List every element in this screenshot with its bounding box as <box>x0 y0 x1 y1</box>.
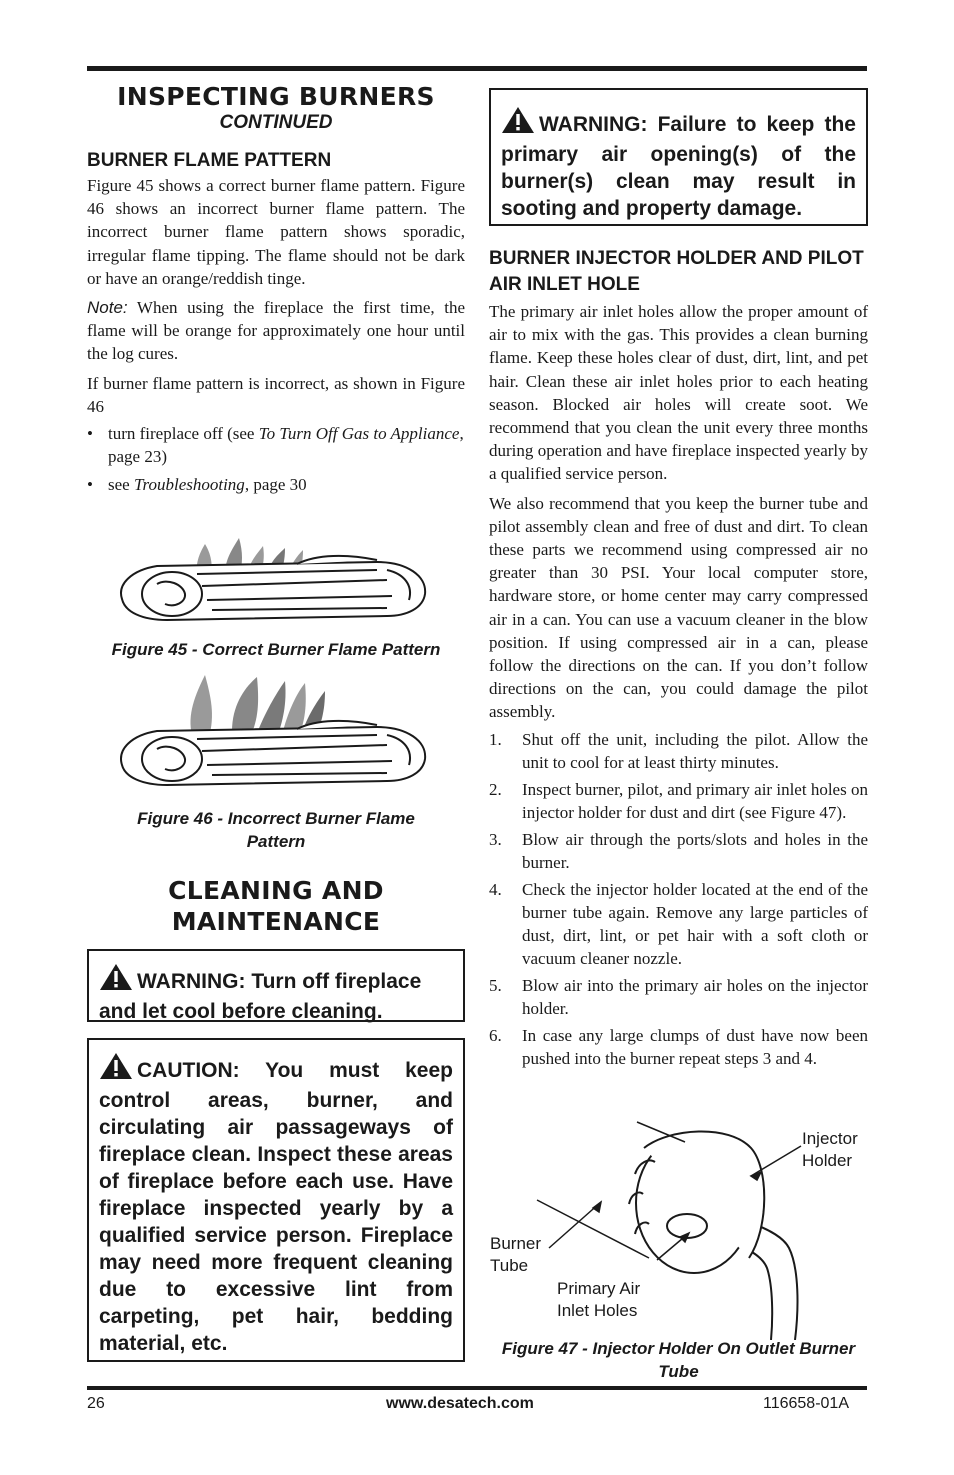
warning-triangle-icon <box>99 1052 133 1087</box>
warning-triangle-icon <box>501 106 535 141</box>
left-column <box>87 80 465 1362</box>
paragraph-flame-pattern: Figure 45 shows a correct burner flame pattern. Figure 46 shows an incorrect burner flame pattern. The incorrect burner flame pattern shows sporadic, irregular flame tipping. The flame should not be dark or have an orange/reddish tinge. <box>87 176 465 288</box>
step-item: 4. Check the injector holder located at the end of the burner tube again. Remove any large particles of dust, dirt, lint, or pet hair with a soft cloth or vacuum cleaner nozzle. <box>489 879 868 968</box>
step-item: 6. In case any large clumps of dust have now been pushed into the burner repeat steps 3 and 4. <box>489 1025 868 1068</box>
paragraph-compressed-air: We also recommend that you keep the burner tube and pilot assembly clean and free of dust and dirt. To clean these parts we recommend using compressed air no greater than 30 PSI. Your local computer store, hardware store, or home center may carry compressed air in a can. You can use a vacuum cleaner in the blow position. If using compressed air in a can, please follow the directions on the can. If you don’t follow directions on the can, you could damage the pilot assembly. <box>489 493 868 722</box>
footer-website-link[interactable]: www.desatech.com <box>386 1395 534 1412</box>
section-title-inspecting-burners: INSPECTING BURNERS <box>117 82 435 111</box>
label-burner-tube: Burner Tube <box>490 1234 542 1275</box>
figure-47 <box>489 1118 868 1340</box>
step-item: 2. Inspect burner, pilot, and primary air inlet holes on injector holder for dust and dirt (see Figure 47). <box>489 779 868 822</box>
document-number: 116658-01A <box>763 1395 849 1412</box>
caution-box <box>87 1038 465 1362</box>
step-item: 5. Blow air into the primary air holes on the injector holder. <box>489 975 868 1018</box>
heading-injector-holder: BURNER INJECTOR HOLDER AND PILOT AIR INLET HOLE <box>489 248 864 295</box>
step-item: 1. Shut off the unit, including the pilot. Allow the unit to cool for at least thirty minutes. <box>489 729 868 772</box>
section-title-cleaning-maintenance: CLEANING AND MAINTENANCE <box>168 876 384 937</box>
bullet-item: • see Troubleshooting, page 30 <box>87 475 307 495</box>
label-injector-holder: Injector Holder <box>802 1129 858 1170</box>
warning-text-primary-air: WARNING: Failure to keep the primary air opening(s) of the burner(s) clean may result in sooting and property damage. <box>501 113 856 220</box>
top-rule <box>87 66 867 71</box>
page-number: 26 <box>87 1395 105 1412</box>
paragraph-note <box>87 296 465 366</box>
paragraph-incorrect-pattern: If burner flame pattern is incorrect, as shown in Figure 46 <box>87 373 465 416</box>
figure-47-caption: Figure 47 - Injector Holder On Outlet Burner Tube <box>501 1339 856 1381</box>
section-subtitle-continued: CONTINUED <box>219 112 333 133</box>
warning-text-turn-off: WARNING: Turn off fireplace and let cool before cleaning. <box>99 970 422 1024</box>
warning-box-turn-off <box>87 949 465 1022</box>
figure-46-caption: Figure 46 - Incorrect Burner Flame Pattern <box>137 809 415 852</box>
link-troubleshooting: Troubleshooting <box>133 475 245 495</box>
figure-45-caption: Figure 45 - Correct Burner Flame Pattern <box>111 640 441 660</box>
cleaning-steps-list <box>489 728 868 1070</box>
right-column <box>489 80 868 1074</box>
link-turn-off-gas: To Turn Off Gas to Appliance <box>258 424 460 444</box>
caution-text: CAUTION: You must keep control areas, burner, and circulating air passageways of fireplace clean. Inspect these areas of fireplace before each use. Have fireplace inspected yearly by a qualified service person. Fireplace may need more frequent cleaning due to excessive lint from carpeting, pet hair, bedding material, etc. <box>99 1059 453 1356</box>
figure-46-incorrect-flame-illustration <box>87 665 465 805</box>
figure-45-correct-flame-illustration <box>87 504 465 634</box>
bottom-rule <box>87 1386 867 1390</box>
bullet-list <box>87 422 465 496</box>
bullet-item: • turn fireplace off (see To Turn Off Gas to Appliance, page 23) <box>87 424 464 467</box>
note-text: When using the fireplace the first time, the flame will be orange for approximately one hour until the log cures. <box>87 298 465 364</box>
label-primary-air-inlet-holes: Primary Air Inlet Holes <box>557 1279 641 1320</box>
heading-burner-flame-pattern: BURNER FLAME PATTERN <box>87 150 332 171</box>
warning-triangle-icon <box>99 963 133 998</box>
paragraph-primary-air: The primary air inlet holes allow the proper amount of air to mix with the gas. This provides a clean burning flame. Keep these holes clear of dust, dirt, lint, and pet hair. Clean these air inlet holes prior to each heating season. Blocked air holes will create soot. We recommend that you clean the unit every three months during operation and have fireplace inspected yearly by a qualified service person. <box>489 302 868 484</box>
warning-box-primary-air <box>489 88 868 226</box>
step-item: 3. Blow air through the ports/slots and holes in the burner. <box>489 829 868 872</box>
note-label: Note: <box>87 298 128 318</box>
